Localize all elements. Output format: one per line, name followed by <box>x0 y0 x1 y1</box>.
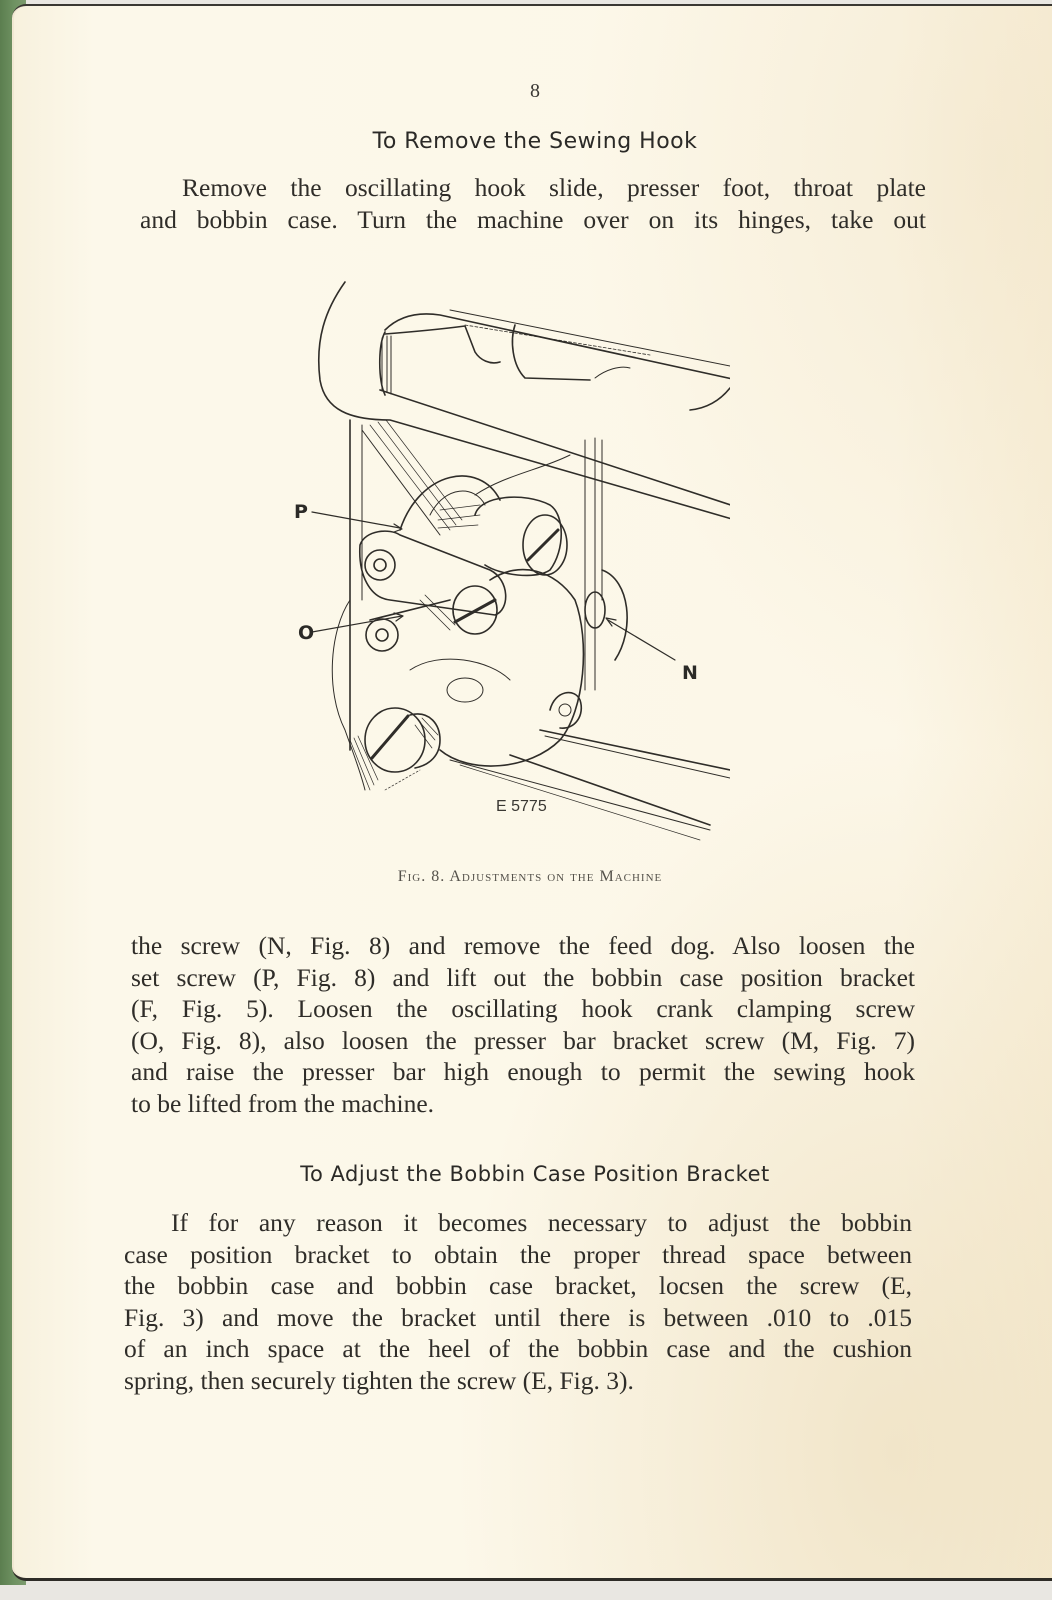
text-line: Remove the oscillating hook slide, presser foot, throat plate <box>182 173 926 202</box>
figure-label-n: N <box>682 662 698 684</box>
figure-8-machine-illustration <box>290 270 730 850</box>
text-line: the screw (N, Fig. 8) and remove the feed dog. Also loosen the <box>131 931 915 960</box>
text-line: set screw (P, Fig. 8) and lift out the bobbin case position bracket <box>131 962 915 992</box>
figure-plate-code: E 5775 <box>496 798 547 815</box>
text-line: and bobbin case. Turn the machine over on its hinges, take out <box>140 204 926 234</box>
text-line: If for any reason it becomes necessary to adjust the bobbin <box>171 1208 912 1237</box>
text-line: (F, Fig. 5). Loosen the oscillating hook crank clamping screw <box>131 994 915 1023</box>
paragraph-adjust-bracket <box>124 1207 912 1396</box>
page-number: 8 <box>530 80 540 102</box>
figure-label-p: P <box>294 501 308 523</box>
text-line: to be lifted from the machine. <box>131 1088 435 1118</box>
figure-label-o: O <box>298 622 315 644</box>
section-heading-remove-sewing-hook: To Remove the Sewing Hook <box>372 129 698 154</box>
figure-caption: Fig. 8. Adjustments on the Machine <box>397 868 663 885</box>
section-heading-adjust-bobbin-bracket: To Adjust the Bobbin Case Position Bracket <box>300 1162 770 1186</box>
text-line: case position bracket to obtain the proper thread space between <box>124 1239 912 1269</box>
text-line: the bobbin case and bobbin case bracket, locsen the screw (E, <box>124 1271 912 1300</box>
paragraph-remove-hook-intro <box>140 172 926 235</box>
machine-line-drawing <box>290 270 730 850</box>
text-line: of an inch space at the heel of the bobbin case and the cushion <box>124 1334 912 1363</box>
text-line: spring, then securely tighten the screw (E, Fig. 3). <box>124 1365 634 1395</box>
text-line: (O, Fig. 8), also loosen the presser bar bracket screw (M, Fig. 7) <box>131 1025 915 1055</box>
text-line: Fig. 3) and move the bracket until there is between .010 to .015 <box>124 1302 912 1332</box>
text-line: and raise the presser bar high enough to permit the sewing hook <box>131 1057 915 1086</box>
paragraph-remove-hook-continued <box>131 930 915 1119</box>
